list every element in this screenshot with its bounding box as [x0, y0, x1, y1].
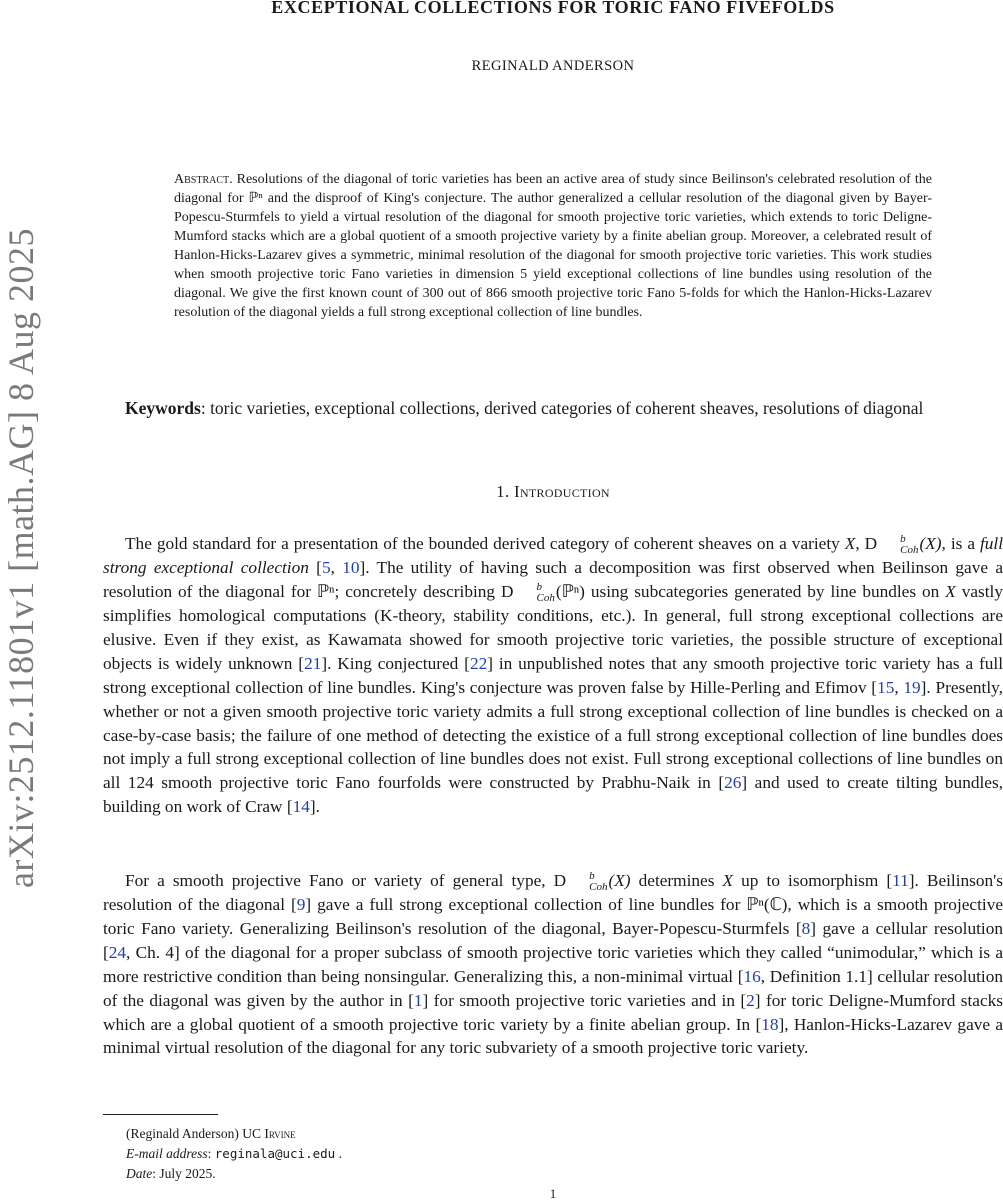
- citation-link[interactable]: 24: [108, 942, 127, 962]
- abstract-text: Resolutions of the diagonal of toric varieties has been an active area of study since Beilinson's celebrated resolution of the diagonal for ℙⁿ and the disproof of King's conjecture. The author generalized a cellular resolution of the diagonal given by Bayer-Popescu-Sturmfels to yield a virtual resolution of the diagonal for smooth projective toric varieties, which extends to toric Deligne-Mumford stacks which are a global quotient of a smooth projective variety by a finite abelian group. Moreover, a celebrated result of Hanlon-Hicks-Lazarev gives a symmetric, minimal resolution of the diagonal for smooth projective toric varieties. This work studies when smooth projective toric Fano varieties in dimension 5 yield exceptional collections of line bundles using resolution of the diagonal. We give the first known count of 300 out of 866 smooth projective toric Fano 5-folds for which the Hanlon-Hicks-Lazarev resolution of the diagonal yields a full strong exceptional collection of line bundles.: [174, 172, 932, 320]
- citation-link[interactable]: 8: [801, 918, 811, 938]
- keywords: [103, 396, 1003, 420]
- citation-link[interactable]: 11: [892, 871, 909, 890]
- intro-paragraph-2: For a smooth projective Fano or variety of general type, D b Coh (X) determines X up to isomorphism [11]. Beilinson's resolution of the diagonal [9] gave a full strong exceptional collection of line bundles for ℙⁿ(ℂ), which is a smooth projective toric Fano variety. Generalizing Beilinson's resolution of the diagonal, Bayer-Popescu-Sturmfels [8] gave a cellular resolution [24, Ch. 4] of the diagonal for a proper subclass of smooth projective toric varieties which they called “unimodular,” which is a more restrictive condition than being nonsingular. Generalizing this, a non-minimal virtual [16, Definition 1.1] cellular resolution of the diagonal was given by the author in [1] for smooth projective toric varieties and in [2] for toric Deligne-Mumford stacks which are a global quotient of a smooth projective toric variety by a finite abelian group. In [18], Hanlon-Hicks-Lazarev gave a minimal virtual resolution of the diagonal for any toric subvariety of a smooth projective toric variety.: [103, 870, 1003, 1058]
- citation-link[interactable]: 1: [413, 990, 423, 1010]
- footnote-affiliation: (Reginald Anderson) UC Irvine: [126, 1126, 296, 1141]
- footnote-divider: [103, 1114, 218, 1115]
- derived-category-symbol: D b Coh (X): [553, 870, 631, 894]
- abstract: [174, 170, 932, 322]
- page-number: 1: [549, 1186, 557, 1201]
- citation-link[interactable]: 19: [903, 677, 921, 697]
- arxiv-stamp-text: arXiv:2512.11801v1 [math.AG] 8 Aug 2025: [1, 227, 42, 888]
- citation-link[interactable]: 22: [469, 653, 488, 673]
- footnotes: [126, 1124, 986, 1184]
- keywords-text: : toric varieties, exceptional collections, derived categories of coherent sheaves, resolutions of diagonal: [200, 398, 924, 418]
- citation-link[interactable]: 26: [724, 773, 742, 793]
- footnote-email: E-mail address: reginala@uci.edu .: [126, 1146, 342, 1161]
- keywords-label: Keywords: [125, 398, 201, 418]
- citation-link[interactable]: 10: [342, 558, 360, 578]
- derived-category-symbol: D b Coh (ℙⁿ): [501, 580, 585, 604]
- derived-category-symbol: D b Coh (X): [864, 533, 942, 557]
- citation-link[interactable]: 16: [743, 966, 761, 986]
- citation-link[interactable]: 14: [292, 797, 310, 817]
- paper-title: EXCEPTIONAL COLLECTIONS FOR TORIC FANO FIVEFOLDS: [271, 0, 835, 17]
- footnote-date: Date: July 2025.: [126, 1166, 216, 1181]
- citation-link[interactable]: 2: [746, 990, 755, 1010]
- arxiv-identifier-stamp: [1, 205, 42, 910]
- emphasis-full-strong: full strong exceptional collection: [103, 534, 1003, 578]
- citation-link[interactable]: 9: [296, 895, 306, 915]
- citation-link[interactable]: 5: [321, 558, 331, 578]
- email-link[interactable]: reginala@uci.edu: [214, 1146, 336, 1161]
- citation-link[interactable]: 18: [761, 1014, 779, 1034]
- paper-author: REGINALD ANDERSON: [471, 58, 635, 74]
- citation-link[interactable]: 21: [304, 653, 322, 673]
- citation-link[interactable]: 15: [877, 677, 895, 697]
- section-heading-introduction: 1. Introduction: [496, 482, 610, 501]
- abstract-label: Abstract.: [174, 172, 233, 187]
- intro-paragraph-1: The gold standard for a presentation of the bounded derived category of coherent sheaves on a variety X, D b Coh (X), is a full strong exceptional collection [5, 10]. The utility of having such a decomposition was first observed when Beilinson gave a resolution of the diagonal for ℙⁿ; concretely describing D b Coh (ℙⁿ) using subcategories generated by line bundles on X vastly simplifies homological computations (K-theory, stability conditions, etc.). In general, full strong exceptional collections are elusive. Even if they exist, as Kawamata showed for smooth projective toric varieties, the possible structure of exceptional objects is widely unknown [21]. King conjectured [22] in unpublished notes that any smooth projective toric variety has a full strong exceptional collection of line bundles. King's conjecture was proven false by Hille-Perling and Efimov [15, 19]. Presently, whether or not a given smooth projective toric variety admits a full strong exceptional collection of line bundles is checked on a case-by-case basis; the failure of one method of detecting the existice of a full strong exceptional collection of line bundles does not imply a full strong exceptional collection of line bundles does not exist. Full strong exceptional collections of line bundles on all 124 smooth projective toric Fano fourfolds were constructed by Prabhu-Naik in [26] and used to create tilting bundles, building on work of Craw [14].: [103, 533, 1003, 817]
